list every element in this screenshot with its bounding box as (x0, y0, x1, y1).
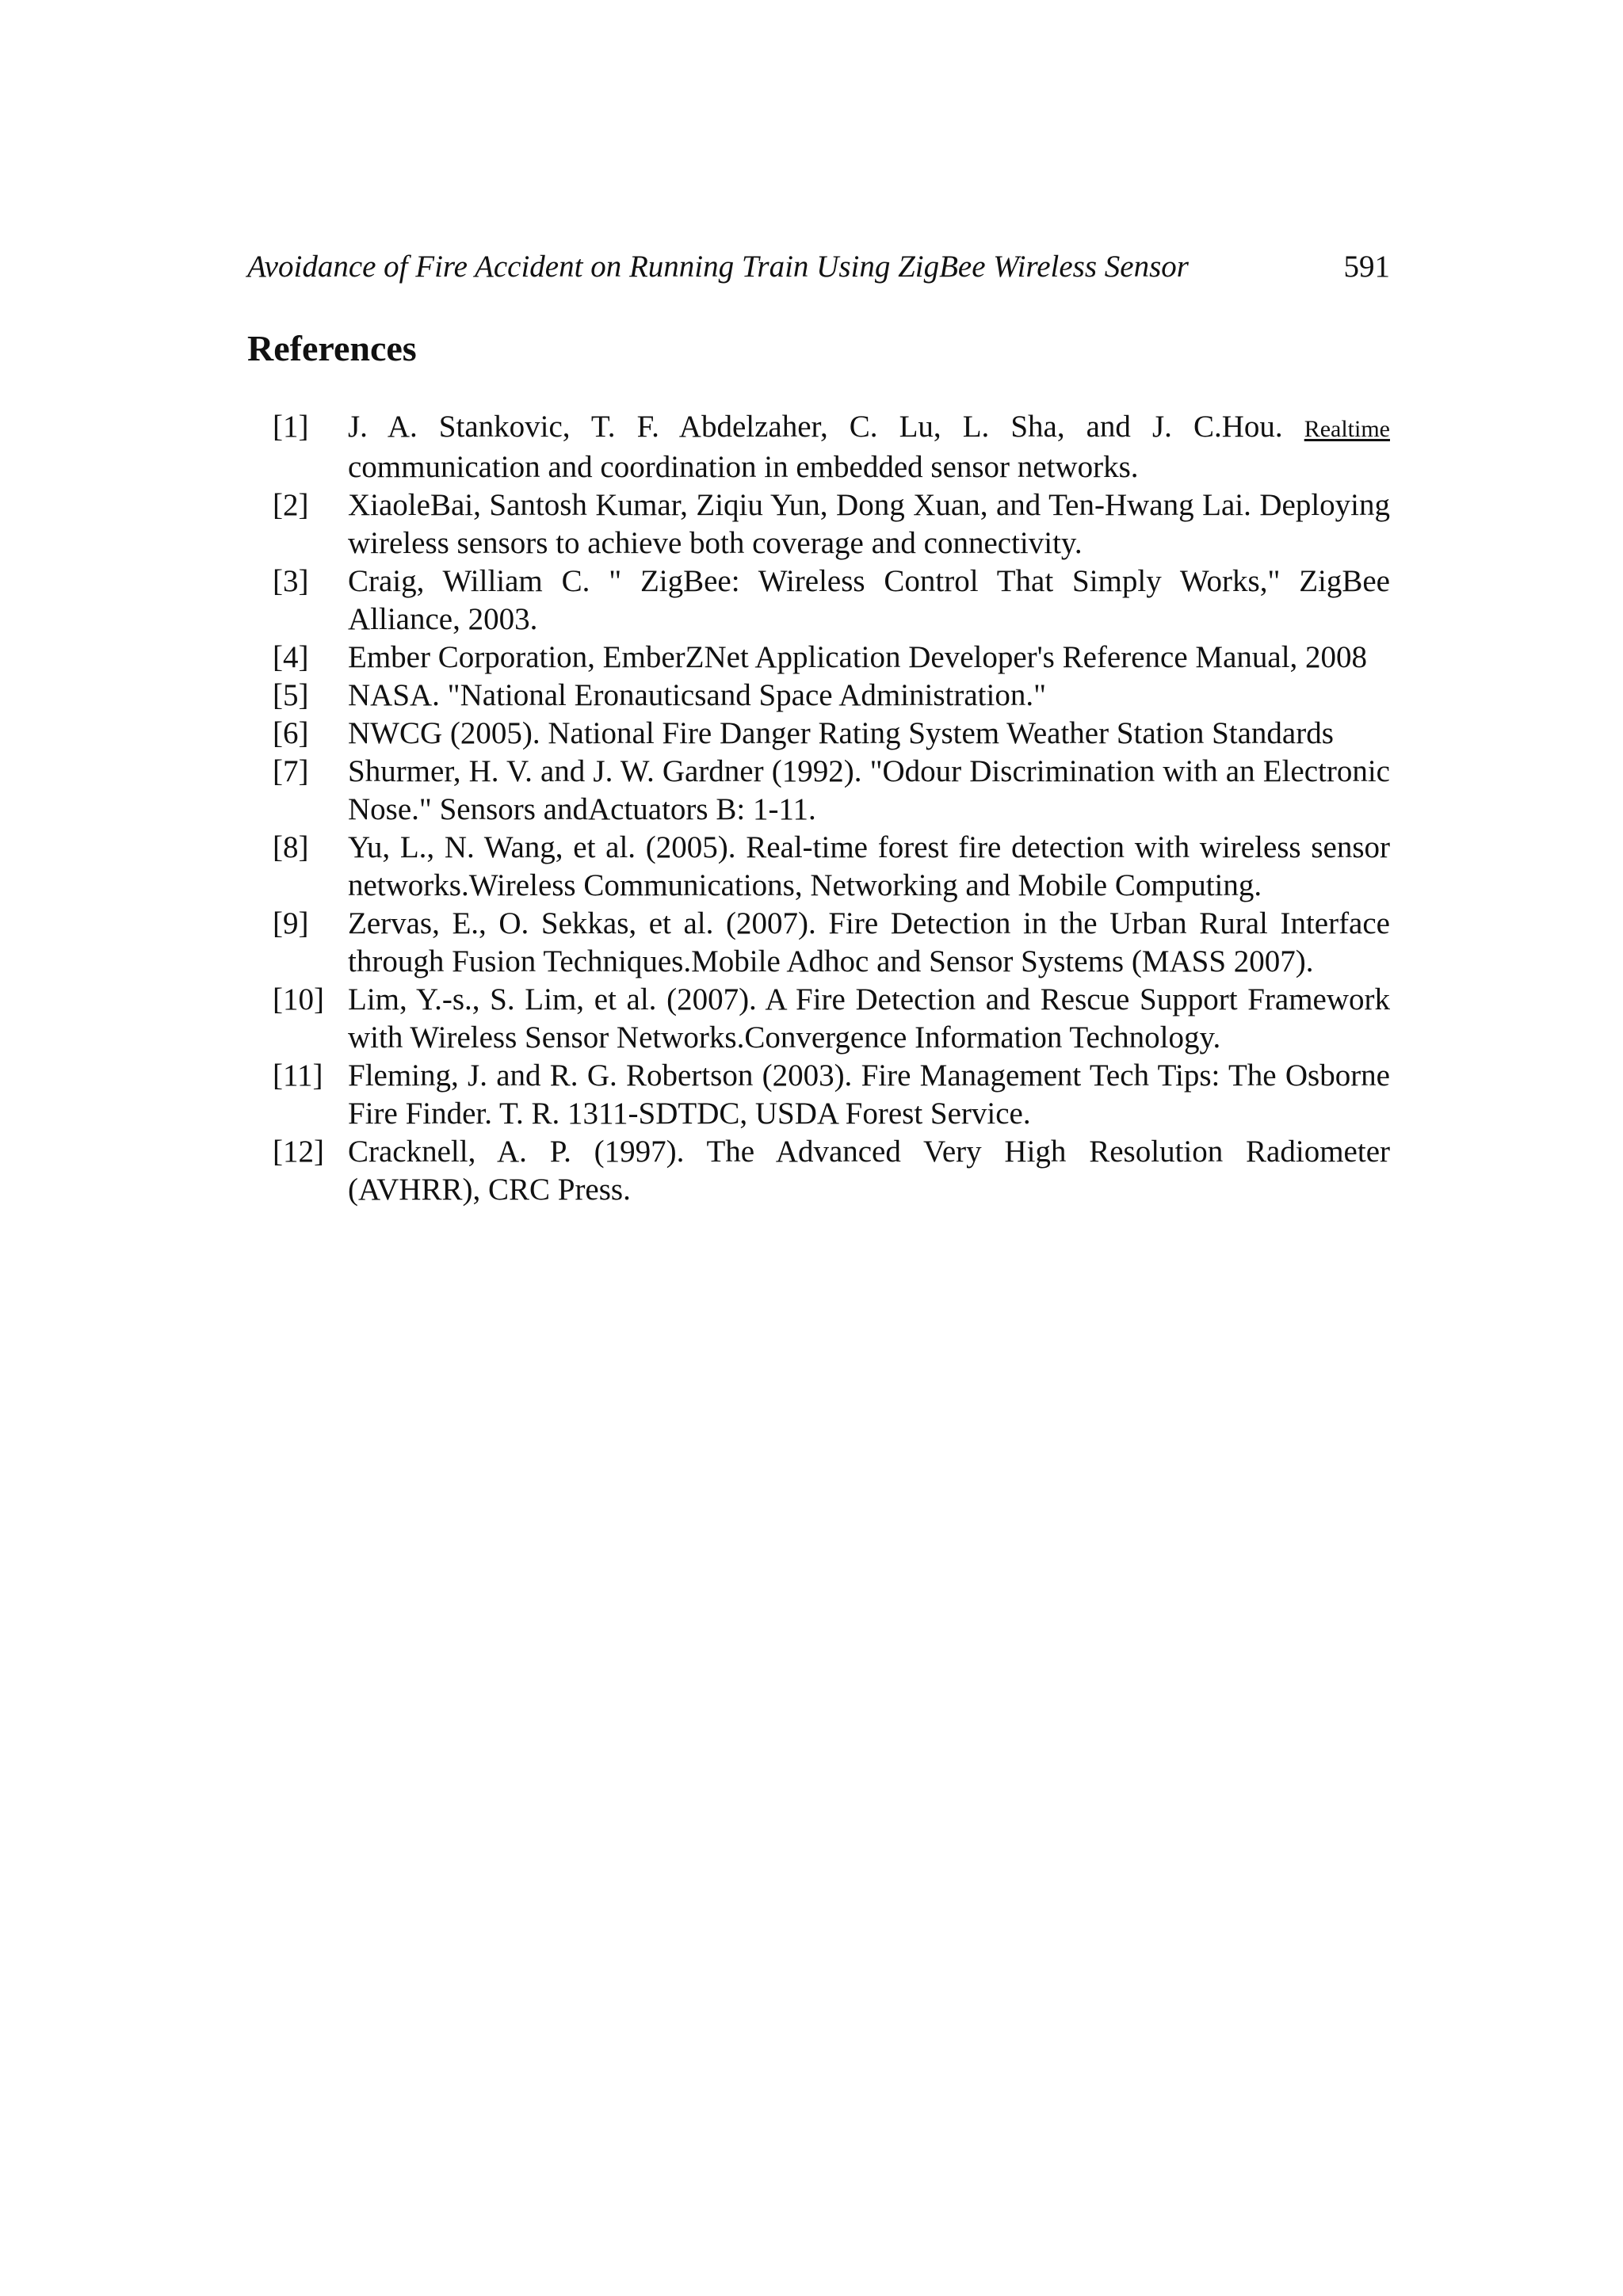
reference-number: [10] (273, 982, 324, 1016)
reference-number: [5] (273, 678, 309, 712)
reference-text: Fleming, J. and R. G. Robertson (2003). Fire Management Tech Tips: The Osborne Fire Finder. T. R. 1311-SDTDC, USDA Forest Service. (348, 1058, 1390, 1131)
running-title: Avoidance of Fire Accident on Running Train Using ZigBee Wireless Sensor (247, 250, 1189, 284)
reference-text: NASA. "National Eronauticsand Space Administration." (348, 678, 1047, 712)
reference-text: Zervas, E., O. Sekkas, et al. (2007). Fire Detection in the Urban Rural Interface through Fusion Techniques.Mobile Adhoc and Sensor Systems (MASS 2007). (348, 906, 1390, 978)
reference-text: Ember Corporation, EmberZNet Application Developer's Reference Manual, 2008 (348, 640, 1368, 674)
reference-text (348, 408, 1390, 486)
reference-number: [4] (273, 640, 309, 674)
reference-item (273, 1057, 1390, 1133)
reference-item (273, 715, 1390, 753)
reference-item (273, 677, 1390, 715)
reference-item (273, 486, 1390, 563)
reference-list (273, 408, 1390, 1209)
reference-number: [7] (273, 754, 309, 788)
reference-item (273, 563, 1390, 639)
reference-text: NWCG (2005). National Fire Danger Rating System Weather Station Standards (348, 716, 1334, 750)
reference-text: XiaoleBai, Santosh Kumar, Ziqiu Yun, Dong Xuan, and Ten-Hwang Lai. Deploying wireless sensors to achieve both coverage and connectivity. (348, 488, 1390, 560)
reference-number: [3] (273, 564, 309, 598)
reference-underlined-word: Realtime (1304, 416, 1390, 442)
reference-text-part: J. A. Stankovic, T. F. Abdelzaher, C. Lu, L. Sha, and J. C.Hou. (348, 410, 1283, 444)
page-number: 591 (1343, 250, 1390, 284)
reference-text: Craig, William C. " ZigBee: Wireless Control That Simply Works," ZigBee Alliance, 2003. (348, 564, 1390, 636)
reference-text: Cracknell, A. P. (1997). The Advanced Very High Resolution Radiometer (AVHRR), CRC Press. (348, 1135, 1390, 1207)
reference-number: [8] (273, 830, 309, 864)
reference-number: [11] (273, 1058, 323, 1093)
reference-number: [2] (273, 488, 309, 522)
page-header (247, 247, 1390, 287)
reference-item (273, 1133, 1390, 1209)
reference-text: Lim, Y.-s., S. Lim, et al. (2007). A Fire Detection and Rescue Support Framework with Wireless Sensor Networks.Convergence Information Technology. (348, 982, 1390, 1055)
reference-text-part: communication and coordination in embedded sensor networks. (348, 450, 1139, 484)
reference-text: Shurmer, H. V. and J. W. Gardner (1992). "Odour Discrimination with an Electronic Nose." Sensors andActuators B: 1-11. (348, 754, 1390, 826)
reference-item (273, 753, 1390, 829)
reference-item (273, 639, 1390, 677)
reference-number: [12] (273, 1135, 324, 1169)
section-title: References (247, 328, 417, 368)
reference-number: [1] (273, 410, 309, 444)
reference-number: [9] (273, 906, 309, 940)
reference-item (273, 408, 1390, 486)
reference-item (273, 905, 1390, 981)
reference-text: Yu, L., N. Wang, et al. (2005). Real-time forest fire detection with wireless sensor networks.Wireless Communications, Networking and Mobile Computing. (348, 830, 1390, 902)
reference-number: [6] (273, 716, 309, 750)
reference-item (273, 829, 1390, 905)
reference-item (273, 981, 1390, 1057)
